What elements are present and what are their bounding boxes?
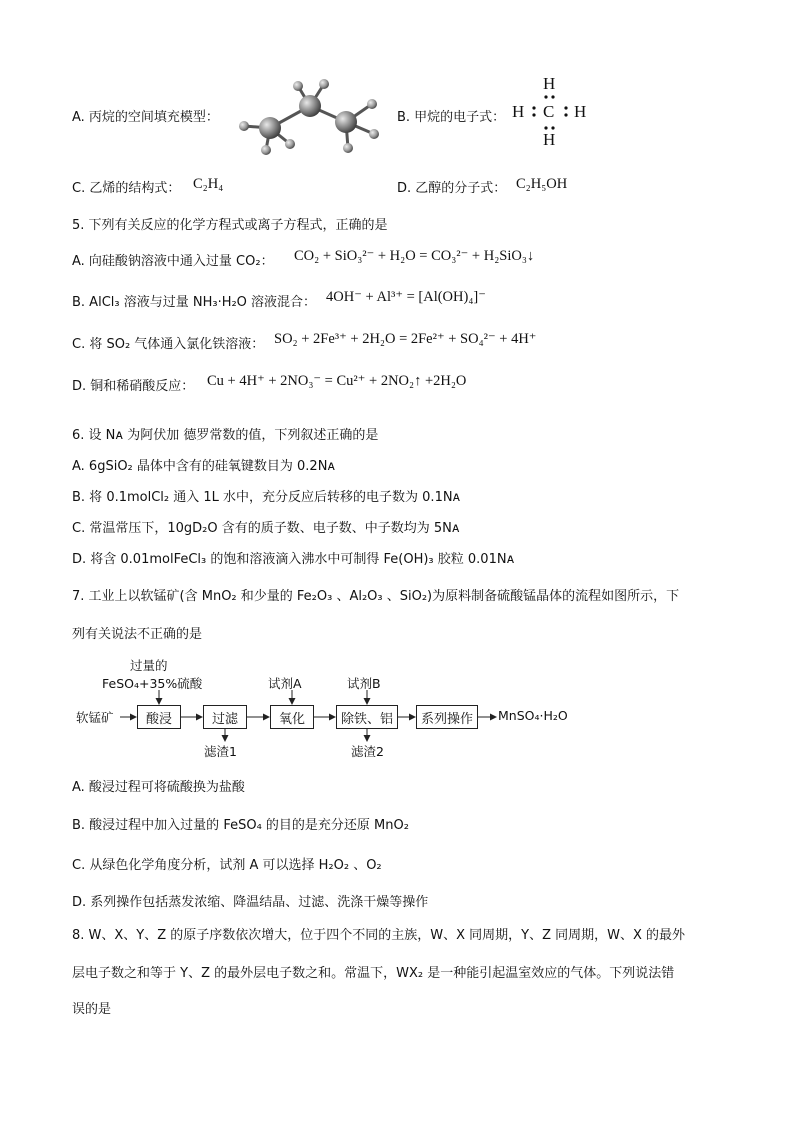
q4-option-a-label: A. 丙烷的空间填充模型： xyxy=(72,110,219,125)
q7-stem-line1: 7. 工业上以软锰矿(含 MnO₂ 和少量的 Fe₂O₃ 、Al₂O₃ 、SiO₂)为原料制备硫酸锰晶体的流程如图所示，下 xyxy=(72,589,680,604)
q5-option-a-label: A. 向硅酸钠溶液中通入过量 CO₂： xyxy=(72,254,274,269)
methane-h-top: H xyxy=(543,74,556,93)
q7-option-d: D. 系列操作包括蒸发浓缩、降温结晶、过滤、洗涤干燥等操作 xyxy=(72,895,429,910)
q4-option-b-label: B. 甲烷的电子式： xyxy=(397,110,506,125)
q8-stem-line2: 层电子数之和等于 Y、Z 的最外层电子数之和。常温下，WX₂ 是一种能引起温室效应的气体。下列说法错 xyxy=(72,966,675,981)
flow-step-filter: 过滤 xyxy=(203,705,247,729)
q5-option-c-label: C. 将 SO₂ 气体通入氯化铁溶液： xyxy=(72,337,265,352)
flow-step-acid-leach: 酸浸 xyxy=(137,705,181,729)
flow-top-label-1: 过量的 xyxy=(130,658,168,673)
q8-stem-line1: 8. W、X、Y、Z 的原子序数依次增大，位于四个不同的主族，W、X 同周期，Y、Z 同周期，W、X 的最外 xyxy=(72,928,686,943)
methane-h-left: H xyxy=(512,102,525,121)
flow-input-label: 软锰矿 xyxy=(76,710,114,725)
flow-residue-2: 滤渣2 xyxy=(351,744,384,759)
flow-top-label-2: FeSO₄+35%硫酸 xyxy=(102,676,203,691)
propane-space-filling-model-image xyxy=(232,76,382,156)
methane-c: C xyxy=(543,102,555,121)
flow-step-remove-fe-al: 除铁、铝 xyxy=(336,705,398,729)
q5-option-b-equation: 4OH⁻ + Al³⁺ = [Al(OH)₄]⁻ xyxy=(326,289,486,305)
electron-dots-icon xyxy=(512,74,592,150)
q4-option-c-label: C. 乙烯的结构式： xyxy=(72,181,181,196)
q5-option-b-label: B. AlCl₃ 溶液与过量 NH₃·H₂O 溶液混合： xyxy=(72,295,317,310)
flow-residue-1: 滤渣1 xyxy=(204,744,237,759)
q7-stem-line2: 列有关说法不正确的是 xyxy=(72,627,203,642)
q5-option-a-equation: CO₂ + SiO₃²⁻ + H₂O = CO₃²⁻ + H₂SiO₃↓ xyxy=(294,248,535,264)
q4-option-c-formula: C₂H₄ xyxy=(193,176,224,192)
flow-step-series-ops: 系列操作 xyxy=(416,705,478,729)
q6-option-d: D. 将含 0.01molFeCl₃ 的饱和溶液滴入沸水中可制得 Fe(OH)₃ 胶粒 0.01Nᴀ xyxy=(72,552,515,567)
flow-reagent-b: 试剂B xyxy=(347,676,381,691)
methane-h-bottom: H xyxy=(543,130,556,149)
q6-stem: 6. 设 Nᴀ 为阿伏加 德罗常数的值，下列叙述正确的是 xyxy=(72,428,379,443)
methane-electron-formula xyxy=(512,74,592,150)
q8-stem-line3: 误的是 xyxy=(72,1002,112,1017)
methane-h-right: H xyxy=(574,102,587,121)
q4-option-d-label: D. 乙醇的分子式： xyxy=(397,181,507,196)
q6-option-a: A. 6gSiO₂ 晶体中含有的硅氧键数目为 0.2Nᴀ xyxy=(72,459,336,474)
q5-stem: 5. 下列有关反应的化学方程式或离子方程式，正确的是 xyxy=(72,218,388,233)
q6-option-c: C. 常温常压下，10gD₂O 含有的质子数、电子数、中子数均为 5Nᴀ xyxy=(72,521,460,536)
q4-option-d-formula: C₂H₅OH xyxy=(516,176,568,192)
flow-output-product: MnSO₄·H₂O xyxy=(498,708,568,723)
q5-option-c-equation: SO₂ + 2Fe³⁺ + 2H₂O = 2Fe²⁺ + SO₄²⁻ + 4H⁺ xyxy=(274,331,537,347)
flow-reagent-a: 试剂A xyxy=(268,676,302,691)
q5-option-d-equation: Cu + 4H⁺ + 2NO₃⁻ = Cu²⁺ + 2NO₂↑ +2H₂O xyxy=(207,373,467,389)
q7-option-c: C. 从绿色化学角度分析，试剂 A 可以选择 H₂O₂ 、O₂ xyxy=(72,858,382,873)
q6-option-b: B. 将 0.1molCl₂ 通入 1L 水中，充分反应后转移的电子数为 0.1Nᴀ xyxy=(72,490,461,505)
q7-option-b: B. 酸浸过程中加入过量的 FeSO₄ 的目的是充分还原 MnO₂ xyxy=(72,818,409,833)
flow-step-oxidize: 氧化 xyxy=(270,705,314,729)
q7-option-a: A. 酸浸过程可将硫酸换为盐酸 xyxy=(72,780,245,795)
q5-option-d-label: D. 铜和稀硝酸反应： xyxy=(72,379,195,394)
